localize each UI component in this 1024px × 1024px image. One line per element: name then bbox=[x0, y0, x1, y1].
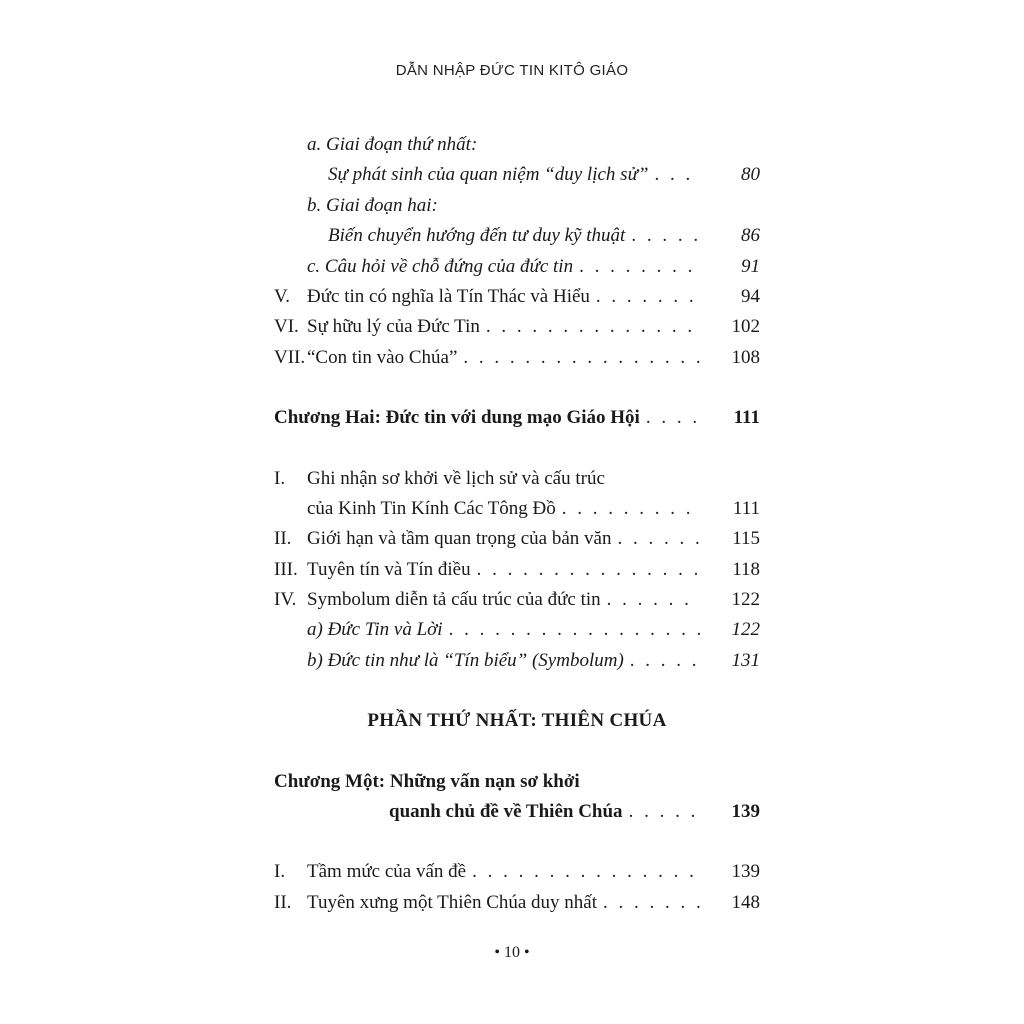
dot-leader bbox=[443, 615, 700, 645]
page-number-footer: • 10 • bbox=[494, 944, 530, 961]
toc-roman-numeral: VI. bbox=[274, 316, 299, 338]
dot-leader bbox=[480, 312, 700, 342]
toc-entry-text: Sự phát sinh của quan niệm “duy lịch sử” bbox=[328, 164, 649, 186]
toc-page-number: 115 bbox=[732, 528, 760, 550]
toc-page-number: 111 bbox=[733, 407, 760, 429]
dot-leader bbox=[573, 252, 700, 282]
toc-entry-text: a) Đức Tin và Lời bbox=[307, 619, 443, 641]
toc-entry-text: Tuyên xưng một Thiên Chúa duy nhất bbox=[307, 891, 598, 913]
toc-entry-c bbox=[274, 252, 760, 282]
toc-entry-ch2-ii bbox=[274, 524, 760, 554]
toc-page-number: 139 bbox=[731, 861, 760, 883]
toc-entry-text: Tuyên tín và Tín điều bbox=[307, 558, 471, 580]
toc-page-number: 139 bbox=[731, 801, 760, 823]
toc-page-number: 80 bbox=[741, 164, 760, 186]
toc-entry-text: Biến chuyển hướng đến tư duy kỹ thuật bbox=[328, 225, 626, 247]
dot-leader bbox=[625, 221, 700, 251]
toc-entry-ch2-i-line1 bbox=[274, 464, 760, 494]
toc-entry-text: Tầm mức của vấn đề bbox=[307, 861, 467, 883]
running-head: DẪN NHẬP ĐỨC TIN KITÔ GIÁO bbox=[395, 62, 629, 79]
toc-entry-text: “Con tin vào Chúa” bbox=[307, 346, 458, 368]
dot-leader bbox=[611, 524, 700, 554]
toc-entry-b bbox=[274, 221, 760, 251]
dot-leader bbox=[466, 857, 700, 887]
dot-leader bbox=[624, 646, 700, 676]
toc-entry-text: Symbolum diễn tả cấu trúc của đức tin bbox=[307, 589, 601, 611]
toc-page-number: 118 bbox=[732, 558, 760, 580]
toc-entry-text: Ghi nhận sơ khởi về lịch sử và cấu trúc bbox=[307, 467, 605, 489]
chapter-one-heading bbox=[274, 797, 760, 827]
toc-entry-text: của Kinh Tin Kính Các Tông Đồ bbox=[307, 497, 556, 519]
dot-leader bbox=[597, 888, 700, 918]
toc-entry-text: a. Giai đoạn thứ nhất: bbox=[307, 134, 478, 155]
toc-page-number: 91 bbox=[741, 255, 760, 277]
toc-roman-numeral: V. bbox=[274, 285, 291, 307]
toc-page-number: 122 bbox=[731, 589, 760, 611]
dot-leader bbox=[471, 555, 700, 585]
toc-roman-numeral: II. bbox=[274, 528, 292, 550]
dot-leader bbox=[601, 585, 700, 615]
chapter-title: quanh chủ đề về Thiên Chúa bbox=[389, 801, 623, 823]
toc-entry-text: Đức tin có nghĩa là Tín Thác và Hiểu bbox=[307, 285, 590, 307]
toc-page-number: 94 bbox=[741, 285, 760, 307]
toc-entry-ch2-iva bbox=[274, 615, 760, 645]
chapter-title: Chương Hai: Đức tin với dung mạo Giáo Hội bbox=[274, 407, 640, 429]
toc-entry-text: Sự hữu lý của Đức Tin bbox=[307, 316, 480, 338]
toc-entry-vi bbox=[274, 312, 760, 342]
toc-entry-v bbox=[274, 282, 760, 312]
dot-leader bbox=[649, 160, 701, 190]
toc-page-number: 86 bbox=[741, 225, 760, 247]
dot-leader bbox=[640, 403, 700, 433]
toc-roman-numeral: III. bbox=[274, 558, 298, 580]
toc-page-number: 102 bbox=[731, 316, 760, 338]
toc-page-number: 122 bbox=[731, 619, 760, 641]
toc-page-number: 148 bbox=[731, 891, 760, 913]
dot-leader bbox=[623, 797, 700, 827]
chapter-title: Chương Một: Những vấn nạn sơ khởi bbox=[274, 770, 580, 792]
toc-entry-text: c. Câu hỏi về chỗ đứng của đức tin bbox=[307, 255, 574, 277]
table-of-contents bbox=[274, 130, 760, 918]
dot-leader bbox=[457, 343, 700, 373]
part-title: PHẦN THỨ NHẤT: THIÊN CHÚA bbox=[367, 710, 667, 732]
toc-entry-ch1-i bbox=[274, 857, 760, 887]
toc-entry-a-heading bbox=[274, 130, 760, 160]
toc-entry-vii bbox=[274, 343, 760, 373]
toc-entry-text: b) Đức tin như là “Tín biểu” (Symbolum) bbox=[307, 649, 624, 671]
toc-roman-numeral: IV. bbox=[274, 589, 297, 611]
toc-page-number: 111 bbox=[732, 497, 760, 519]
toc-entry-text: Giới hạn và tầm quan trọng của bản văn bbox=[307, 528, 612, 550]
toc-entry-a bbox=[274, 160, 760, 190]
toc-page-number: 131 bbox=[731, 649, 760, 671]
toc-entry-ch2-ivb bbox=[274, 646, 760, 676]
toc-entry-ch1-ii bbox=[274, 888, 760, 918]
toc-entry-ch2-i bbox=[274, 494, 760, 524]
toc-entry-ch2-iv bbox=[274, 585, 760, 615]
chapter-two-heading bbox=[274, 403, 760, 433]
chapter-one-heading-line1 bbox=[274, 767, 760, 797]
toc-roman-numeral: II. bbox=[274, 891, 292, 913]
toc-roman-numeral: VII. bbox=[274, 346, 306, 368]
toc-roman-numeral: I. bbox=[274, 861, 286, 883]
dot-leader bbox=[556, 494, 700, 524]
toc-entry-ch2-iii bbox=[274, 555, 760, 585]
dot-leader bbox=[590, 282, 700, 312]
toc-roman-numeral: I. bbox=[274, 467, 286, 489]
toc-entry-text: b. Giai đoạn hai: bbox=[307, 194, 438, 216]
toc-entry-b-heading bbox=[274, 191, 760, 221]
toc-page-number: 108 bbox=[731, 346, 760, 368]
